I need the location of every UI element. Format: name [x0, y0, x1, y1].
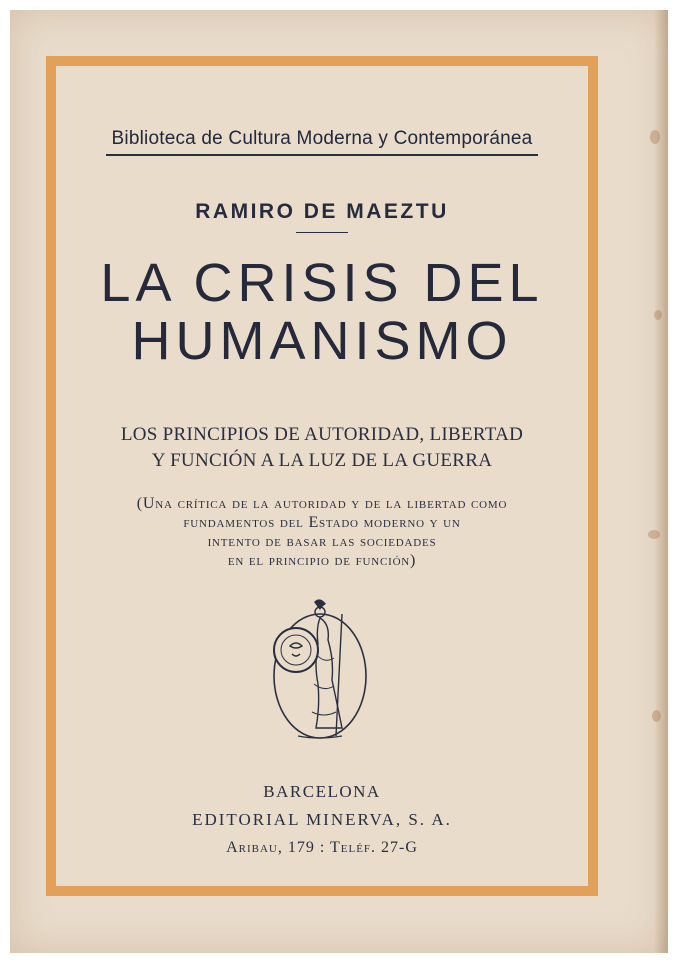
series-title: Biblioteca de Cultura Moderna y Contemporánea	[106, 128, 538, 156]
book-subtitle	[66, 422, 578, 474]
book-title-line-1: LA CRISIS DEL	[100, 253, 544, 313]
foxing-stain	[654, 310, 662, 320]
book-title	[66, 254, 578, 370]
subtitle-line-1: LOS PRINCIPIOS DE AUTORIDAD, LIBERTAD	[120, 424, 524, 445]
foxing-stain	[650, 130, 660, 144]
cover-edge	[654, 10, 668, 953]
cover-content	[66, 76, 578, 876]
book-description	[86, 494, 558, 570]
description-line-3: intento de basar las sociedades	[207, 533, 437, 550]
subtitle-line-2: Y FUNCIÓN A LA LUZ DE LA GUERRA	[151, 450, 493, 471]
description-line-2: fundamentos del Estado moderno y un	[183, 514, 461, 531]
publication-city: BARCELONA	[263, 782, 381, 801]
publisher-address: Aribau, 179 : Teléf. 27-G	[226, 839, 418, 856]
minerva-emblem-icon	[262, 594, 372, 744]
book-title-line-2: HUMANISMO	[131, 311, 513, 371]
book-cover	[10, 10, 668, 953]
orange-border-frame	[46, 56, 598, 896]
author-divider	[296, 232, 348, 233]
description-line-1: (Una crítica de la autoridad y de la libertad como	[136, 495, 508, 512]
foxing-stain	[652, 710, 661, 722]
description-line-4: en el principio de función)	[227, 552, 417, 569]
publisher-name: EDITORIAL MINERVA, S. A.	[192, 810, 452, 829]
foxing-stain	[648, 530, 660, 539]
author-name: RAMIRO DE MAEZTU	[195, 200, 449, 223]
